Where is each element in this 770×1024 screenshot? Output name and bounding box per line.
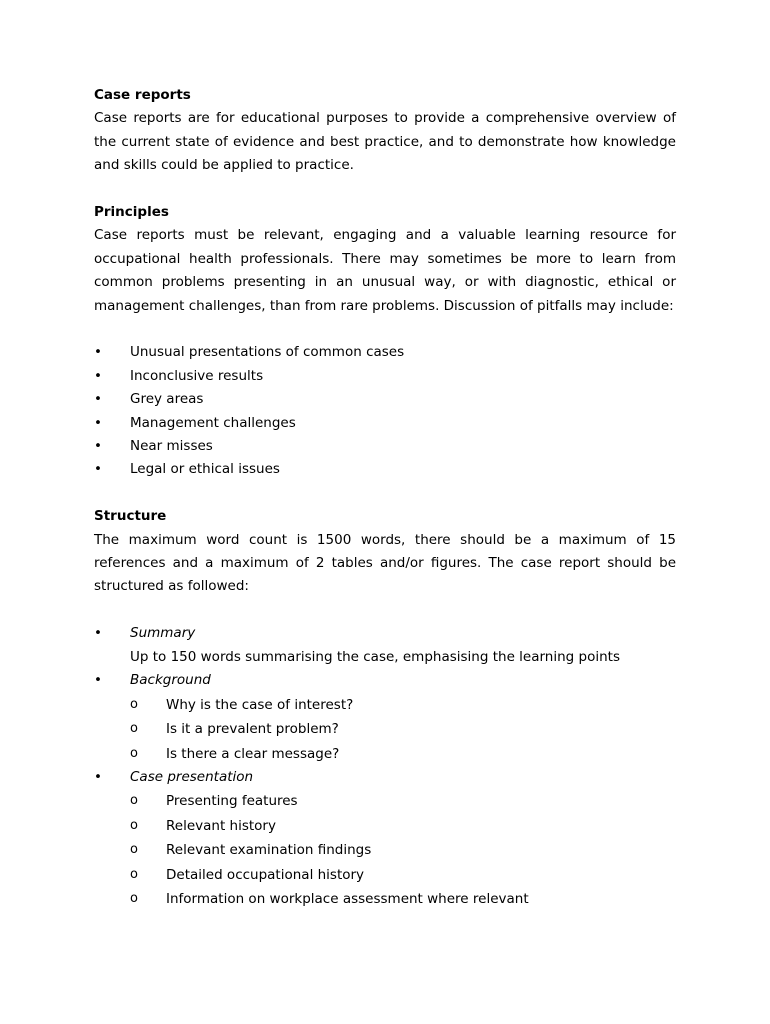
- principles-body: Case reports must be relevant, engaging and a valuable learning resource for occupational health professionals. There may sometimes be more to learn from common problems presenting in an unusual way, or with diagnostic, ethical or management challenges, than from rare problems. Discussion of pitfalls may include:: [94, 227, 676, 314]
- list-item: [130, 717, 676, 742]
- circle-bullet-icon: o: [130, 866, 138, 882]
- case-reports-body: Case reports are for educational purposes to provide a comprehensive overview of the current state of evidence and best practice, and to demonstrate how knowledge and skills could be applied to practice.: [94, 110, 676, 174]
- list-item-text: Is it a prevalent problem?: [166, 721, 339, 737]
- list-item: [130, 742, 676, 767]
- structure-item-background: [94, 669, 676, 766]
- list-item: [94, 458, 676, 481]
- circle-bullet-icon: o: [130, 696, 138, 712]
- bullet-icon: •: [94, 391, 102, 408]
- list-item-text: Grey areas: [130, 391, 204, 408]
- bullet-icon: •: [94, 672, 102, 689]
- circle-bullet-icon: o: [130, 745, 138, 761]
- list-item: [130, 814, 676, 839]
- bullet-icon: •: [94, 625, 102, 642]
- list-item: [130, 789, 676, 814]
- spacer: [94, 482, 676, 505]
- bullet-icon: •: [94, 344, 102, 361]
- pitfalls-list: [94, 341, 676, 481]
- case-presentation-title: Case presentation: [130, 769, 254, 785]
- list-item: [130, 693, 676, 718]
- background-sublist: [130, 693, 676, 767]
- list-item-text: Is there a clear message?: [166, 745, 340, 762]
- bullet-icon: •: [94, 414, 102, 431]
- list-item-text: Relevant history: [166, 817, 276, 834]
- list-item-text: Legal or ethical issues: [130, 461, 280, 478]
- list-item-text: Information on workplace assessment where relevant: [166, 891, 529, 908]
- background-title: Background: [130, 672, 211, 689]
- circle-bullet-icon: o: [130, 793, 138, 809]
- list-item: [130, 863, 676, 888]
- structure-list: [94, 622, 676, 912]
- structure-body: The maximum word count is 1500 words, there should be a maximum of 15 references and a maximum of 2 tables and/or figures. The case report should be structured as followed:: [94, 531, 676, 595]
- circle-bullet-icon: o: [130, 842, 138, 858]
- list-item-text: Presenting features: [166, 793, 298, 810]
- list-item: [94, 435, 676, 458]
- bullet-icon: •: [94, 461, 102, 478]
- summary-description: Up to 150 words summarising the case, emphasising the learning points: [130, 648, 620, 665]
- case-presentation-sublist: [130, 789, 676, 912]
- spacer: [94, 599, 676, 622]
- structure-item-summary: [94, 622, 676, 669]
- structure-heading: Structure: [94, 508, 167, 525]
- list-item: [94, 365, 676, 388]
- list-item-text: Management challenges: [130, 414, 296, 431]
- summary-title: Summary: [130, 625, 196, 642]
- list-item-text: Unusual presentations of common cases: [130, 344, 405, 361]
- circle-bullet-icon: o: [130, 721, 138, 736]
- bullet-icon: •: [94, 438, 102, 455]
- list-item-text: Near misses: [130, 438, 213, 455]
- spacer: [94, 178, 676, 201]
- bullet-icon: •: [94, 367, 102, 384]
- circle-bullet-icon: o: [130, 891, 138, 907]
- spacer: [94, 318, 676, 341]
- principles-heading: Principles: [94, 204, 169, 221]
- list-item: [94, 412, 676, 435]
- list-item: [130, 887, 676, 912]
- list-item: [94, 388, 676, 411]
- bullet-icon: •: [94, 769, 102, 785]
- document-page: [94, 84, 676, 912]
- circle-bullet-icon: o: [130, 817, 138, 833]
- list-item: [94, 341, 676, 364]
- list-item: [130, 838, 676, 863]
- list-item-text: Why is the case of interest?: [166, 696, 354, 713]
- structure-item-case-presentation: [94, 766, 676, 912]
- list-item-text: Relevant examination findings: [166, 842, 372, 859]
- case-reports-heading: Case reports: [94, 87, 191, 103]
- list-item-text: Detailed occupational history: [166, 866, 365, 883]
- list-item-text: Inconclusive results: [130, 367, 264, 384]
